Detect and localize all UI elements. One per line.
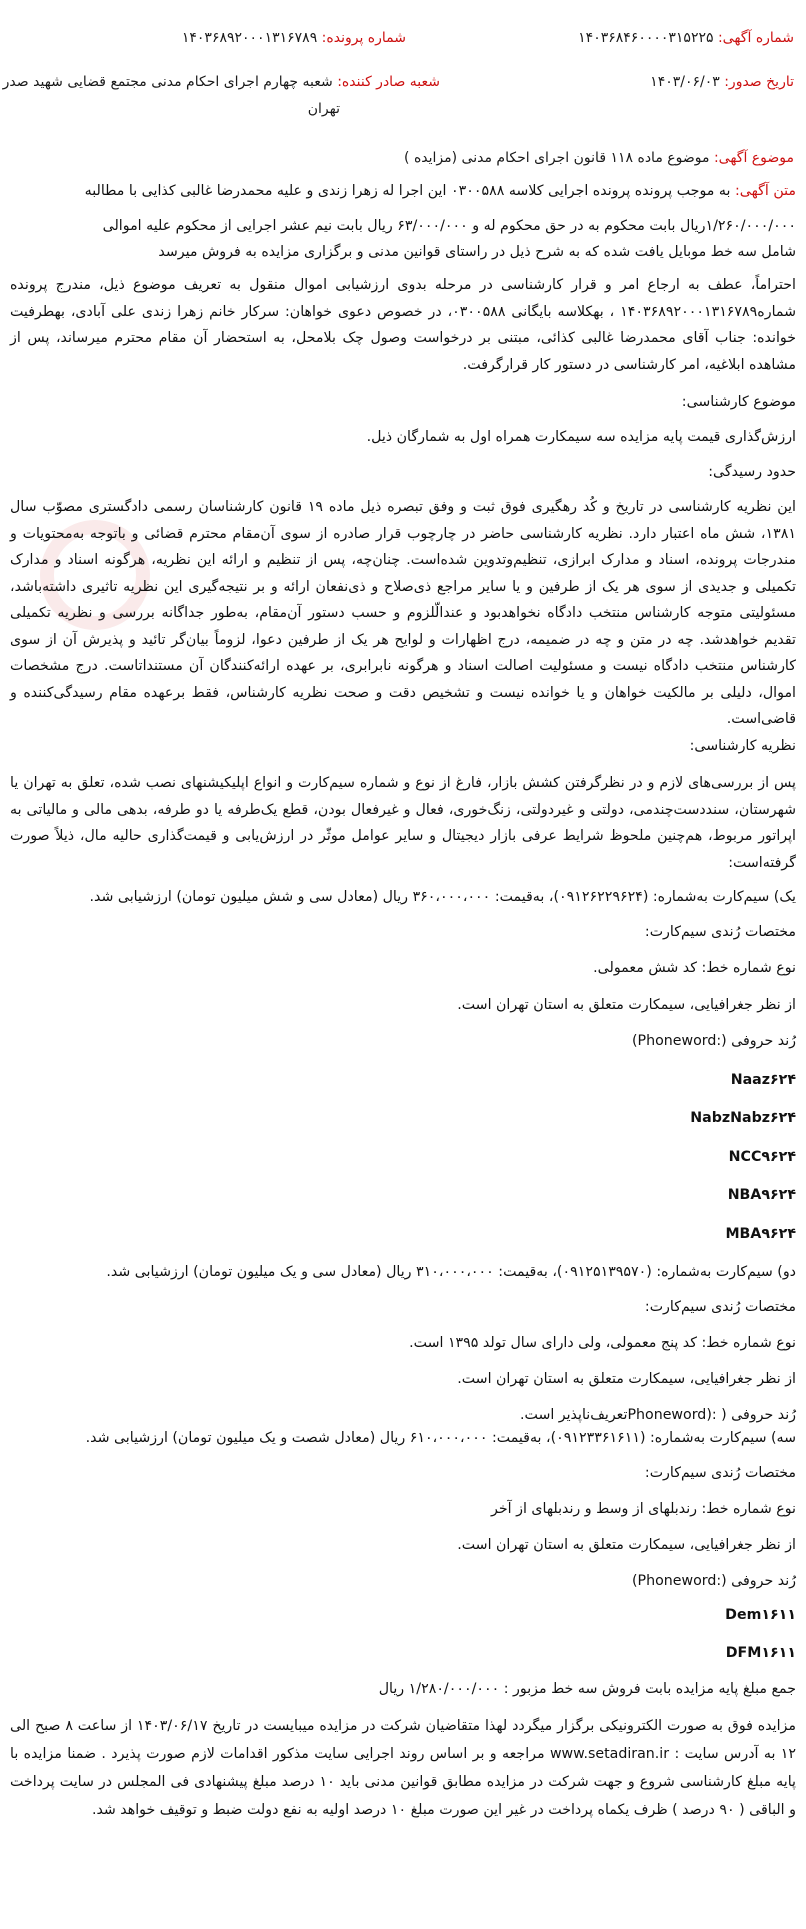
subject-label: موضوع آگهی: xyxy=(713,150,794,166)
sim1-features-heading: مختصات رُندی سیم‌کارت: xyxy=(644,924,796,940)
sim1-word: MBA۹۶۲۴ xyxy=(725,1226,796,1242)
ad-number-value: ۱۴۰۳۶۸۴۶۰۰۰۰۳۱۵۲۲۵ xyxy=(578,30,714,46)
sim1-word: Naaz۶۲۴ xyxy=(730,1072,796,1088)
opinion-paragraph: پس از بررسی‌های لازم و در نظرگرفتن کشش بازار، فارغ از نوع و شماره سیم‌کارت و انواع اپلیکیشنهای نصب شده، تعلق به تهران یا شهرستان، سنددست‌چندمی، دولتی و غیردولتی، زنگ‌خوری، فعال و غیرفعال بودن، قطع یک‌طرفه یا دو طرفه، بدهی مالی و مالیاتی به اپراتور مربوط، هم‌چنین ملحوظ شرایط عرفی بازار دیجیتال و سایر عوامل موثّر در ارزش‌یابی و قیمت‌گذاری حالیه مال، ذیلاً صورت گرفته‌است: xyxy=(10,775,796,871)
intro-line-1 xyxy=(10,181,796,201)
issue-date-value: ۱۴۰۳/۰۶/۰۳ xyxy=(650,74,720,90)
issuer-line2 xyxy=(308,99,340,119)
ad-number xyxy=(578,28,794,48)
sim3-word: DFM۱۶۱۱ xyxy=(725,1645,796,1661)
opinion-heading: نظریه کارشناسی: xyxy=(689,738,796,754)
respect-paragraph: احتراماً، عطف به ارجاع امر و قرار کارشناسی در مرحله بدوی ارزشیابی اموال منقول به تعریف موضوع ذیل، مندرج پرونده شماره۱۴۰۳۶۸۹۲۰۰۰۱۳۱۶۷۸۹ ، بهکلاسه بایگانی ۰۳۰۰۵۸۸، در خصوص دعوی خواهان: سرکار خانم زهرا زندی علی آبادی، بهطرفیت خوانده: جناب آقای محمدرضا غالبی کذائی، مبتنی بر درخواست وصول چک بلامحل، به استحضار آن مقام محترم میرساند، پس از مشاهده ابلاغیه، امر کارشناسی در دستور کار قرارگرفت. xyxy=(10,277,796,373)
sim1-word: NCC۹۶۲۴ xyxy=(728,1149,796,1165)
topic-text: ارزش‌گذاری قیمت پایه مزایده سه سیمکارت همراه اول به شمارگان ذیل. xyxy=(366,429,796,445)
intro-line-1-text: به موجب پرونده پرونده اجرایی کلاسه ۰۳۰۰۵۸۸ این اجرا له زهرا زندی و علیه محمدرضا غالبی کذایی با مطالبه xyxy=(84,183,731,199)
intro-line-3: شامل سه خط موبایل یافت شده که به شرح ذیل در راستای قوانین مدنی و برگزاری مزایده به فروش میرسد xyxy=(158,244,796,260)
sim3-geo: از نظر جغرافیایی، سیمکارت متعلق به استان تهران است. xyxy=(457,1537,796,1553)
sim3-features-heading: مختصات رُندی سیم‌کارت: xyxy=(644,1465,796,1481)
sim3-line: سه) سیم‌کارت به‌شماره: (۰۹۱۲۳۳۶۱۶۱۱)، به‌قیمت: ۶۱۰،۰۰۰،۰۰۰ ریال (معادل شصت و یک میلیون تومان) ارزشیابی شد. xyxy=(85,1430,796,1446)
sim2-line-type: نوع شماره خط: کد پنج معمولی، ولی دارای سال تولد ۱۳۹۵ است. xyxy=(409,1335,796,1351)
total-price: جمع مبلغ پایه مزایده بابت فروش سه خط مزبور : ۱/۲۸۰/۰۰۰/۰۰۰ ریال xyxy=(378,1681,796,1697)
sim1-phoneword-label: رُند حروفی (:Phoneword) xyxy=(631,1033,796,1049)
sim3-phoneword-label: رُند حروفی (:Phoneword) xyxy=(631,1573,796,1589)
issuer xyxy=(3,72,440,92)
issuer-value-line1: شعبه چهارم اجرای احکام مدنی مجتمع قضایی شهید صدر xyxy=(2,74,333,90)
sim2-features-heading: مختصات رُندی سیم‌کارت: xyxy=(644,1299,796,1315)
issuer-label: شعبه صادر کننده: xyxy=(337,74,440,90)
sim1-line: یک) سیم‌کارت به‌شماره: (۰۹۱۲۶۲۲۹۶۲۴)، به‌قیمت: ۳۶۰،۰۰۰،۰۰۰ ریال (معادل سی و شش میلیون تومان) ارزشیابی شد. xyxy=(89,889,796,905)
intro-line-2: ۱/۲۶۰/۰۰۰/۰۰۰ریال بابت محکوم به در حق محکوم له و ۶۳/۰۰۰/۰۰۰ ریال بابت نیم عشر اجرایی از محکوم علیه اموالی xyxy=(102,218,796,234)
sim2-geo: از نظر جغرافیایی، سیمکارت متعلق به استان تهران است. xyxy=(457,1371,796,1387)
scope-heading: حدود رسیدگی: xyxy=(708,464,796,480)
subject-text: موضوع ماده ۱۱۸ قانون اجرای احکام مدنی (مزایده ) xyxy=(404,150,710,166)
sim1-geo: از نظر جغرافیایی، سیمکارت متعلق به استان تهران است. xyxy=(457,997,796,1013)
sim3-word: Dem۱۶۱۱ xyxy=(725,1607,796,1623)
case-number-label: شماره پرونده: xyxy=(321,30,406,46)
scope-paragraph: این نظریه کارشناسی در تاریخ و کُد رهگیری فوق ثبت و وفق تبصره ذیل ماده ۱۹ قانون کارشناسان رسمی دادگستری مصوّب سال ۱۳۸۱، شش ماه اعتبار دارد. نظریه کارشناسی حاضر در چارچوب قرار صادره از سوی آن‌مقام محترم قضائی و باتوجه به‌محتویات و مندرجات پرونده، اسناد و مدارک ابرازی، تنظیم‌وتدوین شده‌است. چنان‌چه، پس از تنظیم و ارائه این نظریه، هرگونه اسناد و مدارک تکمیلی و جدیدی از سوی هر یک از طرفین و یا سایر مراجع ذی‌صلاح و ذی‌نفعان ارائه و بر نتیجه‌گیری این نظریه تاثیری داشته‌باشد، مسئولیتی متوجه کارشناس منتخب دادگاه نخواهدبود و عندالّلزوم و حسب دستور آن‌مقام، به‌طور جداگانه بررسی و نظریه تکمیلی تقدیم خواهدشد. چه در متن و چه در ضمیمه، درج اظهارات و لوایح هر یک از طرفین دعوا، لزوماً بیان‌گر تائید و پذیرش آن از سوی کارشناس منتخب دادگاه نیست و مسئولیت اصالت اسناد و هرگونه نابرابری، بر عهده ارائه‌کنندگان آن مستنداتاست. درج مشخصات اموال، دلیلی بر مالکیت خواهان و یا خوانده نیست و تشخیص دقت و صحت نظریه کارشناس، فقط برعهده مقام رسیدگی‌کننده و قاضی‌است. xyxy=(10,499,796,727)
case-number-value: ۱۴۰۳۶۸۹۲۰۰۰۱۳۱۶۷۸۹ xyxy=(181,30,318,46)
issuer-value-line2: تهران xyxy=(307,101,340,117)
topic-heading: موضوع کارشناسی: xyxy=(681,394,796,410)
sim3-line-type: نوع شماره خط: رندبلهای از وسط و رندبلهای از آخر xyxy=(491,1501,796,1517)
sim2-phoneword-label: رُند حروفی ( :(Phonewordتعریف‌ناپذیر است. xyxy=(520,1407,796,1423)
sim1-word: NabzNabz۶۲۴ xyxy=(690,1110,796,1126)
auction-paragraph: مزایده فوق به صورت الکترونیکی برگزار میگردد لهذا متقاضیان شرکت در مزایده میبایست در تاریخ ۱۴۰۳/۰۶/۱۷ از ساعت ۸ صبح الی ۱۲ به آدرس سایت : www.setadiran.ir مراجعه و بر اساس روند اجرایی سایت مذکور اقدامات لازم صورت پذیرد . ضمنا مزایده با پایه مبلغ کارشناسی شروع و جهت شرکت در مزایده مطابق قوانین مدنی باید ۱۰ درصد مبلغ پیشنهادی فی المجلس در سایت پرداخت و الباقی ( ۹۰ درصد ) ظرف یکماه پرداخت در غیر این صورت مبلغ ۱۰ درصد اولیه به نفع دولت ضبط و توقیف خواهد شد. xyxy=(10,1718,797,1818)
ad-number-label: شماره آگهی: xyxy=(717,30,794,46)
sim1-word: NBA۹۶۲۴ xyxy=(727,1187,796,1203)
issue-date xyxy=(650,72,794,92)
sim2-line: دو) سیم‌کارت به‌شماره: (۰۹۱۲۵۱۳۹۵۷۰)، به‌قیمت: ۳۱۰،۰۰۰،۰۰۰ ریال (معادل سی و یک میلیون تومان) ارزشیابی شد. xyxy=(106,1264,796,1280)
body-label: متن آگهی: xyxy=(734,183,796,199)
issue-date-label: تاریخ صدور: xyxy=(724,74,794,90)
sim1-line-type: نوع شماره خط: کد شش معمولی. xyxy=(593,960,796,976)
subject xyxy=(404,148,794,168)
case-number xyxy=(182,28,406,48)
